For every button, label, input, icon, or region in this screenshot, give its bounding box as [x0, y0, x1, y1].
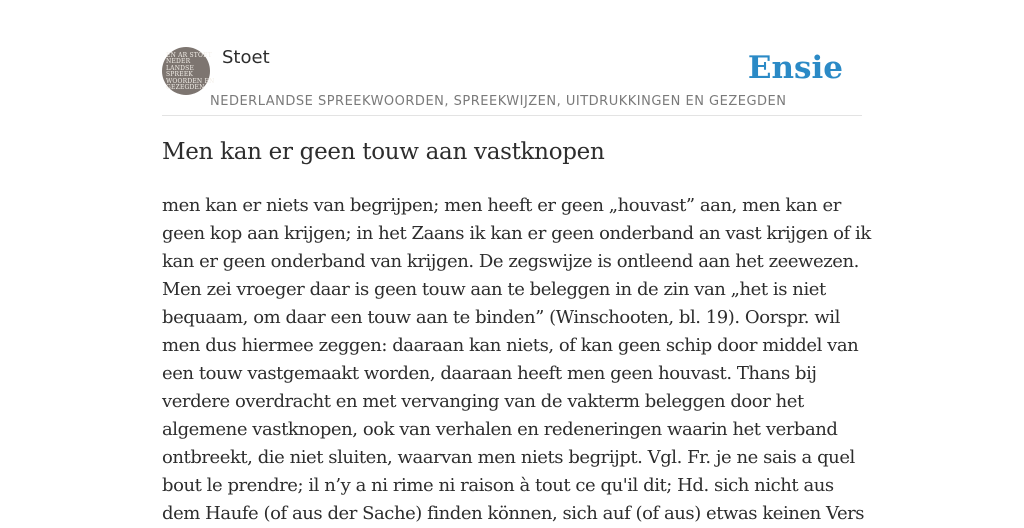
avatar-line: NEDER	[166, 58, 191, 66]
body-line: men kan er niets van begrijpen; men heeft er geen „houvast” aan, men kan er	[162, 195, 841, 216]
body-line: verdere overdracht en met vervanging van de vakterm beleggen door het	[162, 391, 804, 412]
ensie-logo[interactable]: Ensie	[747, 50, 843, 86]
avatar-line: GEZEGDEN	[166, 84, 205, 92]
avatar-line: SPREEK	[166, 71, 194, 79]
body-line: dem Haufe (of aus der Sache) finden können, sich auf (of aus) etwas keinen Vers	[162, 503, 865, 524]
body-line: ontbreekt, die niet sluiten, waarvan men niets begrijpt. Vgl. Fr. je ne sais a quel	[162, 447, 855, 468]
body-line: algemene vastknopen, ook van verhalen en redeneringen waarin het verband	[162, 419, 838, 440]
avatar-line: WOORDEN EN	[166, 77, 215, 85]
header-divider	[162, 115, 862, 116]
article-title: Men kan er geen touw aan vastknopen	[162, 139, 605, 165]
avatar-book-cover	[166, 53, 215, 91]
body-line: een touw vastgemaakt worden, daaraan heeft men geen houvast. Thans bij	[162, 363, 817, 384]
source-subtitle[interactable]: NEDERLANDSE SPREEKWOORDEN, SPREEKWIJZEN, UITDRUKKINGEN EN GEZEGDEN	[210, 94, 787, 109]
author-name[interactable]: Stoet	[222, 47, 270, 68]
header	[162, 46, 862, 116]
article-body	[162, 192, 871, 528]
avatar[interactable]	[162, 47, 215, 95]
body-line: kan er geen onderband van krijgen. De zegswijze is ontleend aan het zeewezen.	[162, 251, 859, 272]
body-line: bout le prendre; il n’y a ni rime ni raison à tout ce qu'il dit; Hd. sich nicht aus	[162, 475, 834, 496]
avatar-line: EN AR STOET	[166, 52, 212, 59]
body-line: bequaam, om daar een touw aan te binden” (Winschooten, bl. 19). Oorspr. wil	[162, 307, 840, 328]
body-line: geen kop aan krijgen; in het Zaans ik kan er geen onderband an vast krijgen of ik	[162, 223, 871, 244]
body-line: men dus hiermee zeggen: daaraan kan niets, of kan geen schip door middel van	[162, 335, 859, 356]
body-line: Men zei vroeger daar is geen touw aan te beleggen in de zin van „het is niet	[162, 279, 826, 300]
avatar-line: LANDSE	[166, 64, 195, 72]
